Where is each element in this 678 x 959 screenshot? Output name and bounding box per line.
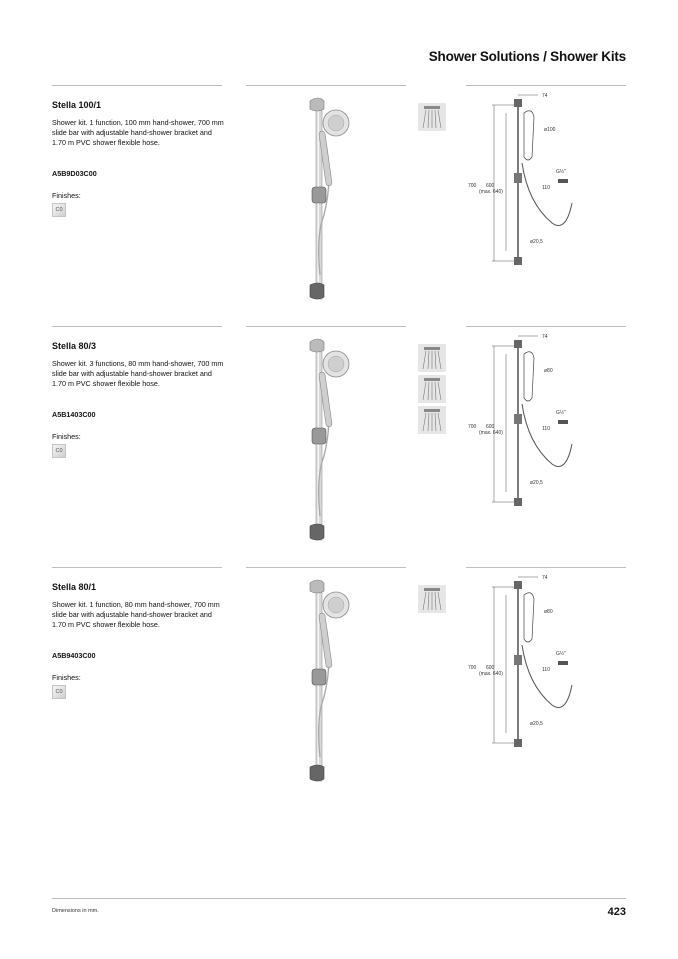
divider [246,85,406,86]
dim-offset: 110 [542,426,550,432]
footer-divider [52,898,626,899]
spray-pattern-icon [418,585,446,613]
dim-bar: 600 [486,665,495,671]
dim-base: ø20,5 [530,721,543,727]
spray-pattern-icon [418,344,446,372]
divider [52,567,222,568]
dim-height: 700 [468,665,477,671]
product-photo [282,577,402,787]
spray-pattern-icon [418,406,446,434]
technical-drawing [462,334,592,509]
dim-bar: 600 [486,183,495,189]
page-title: Shower Solutions / Shower Kits [428,49,626,64]
footer-note: Dimensions in mm. [52,908,99,914]
product-code: A5B9D03C00 [52,169,97,178]
dim-height: 700 [468,424,477,430]
chrome-finish-swatch: C0 [52,685,66,699]
dim-offset: 110 [542,667,550,673]
divider [52,326,222,327]
finishes-label: Finishes: [52,432,81,441]
dim-height: 700 [468,183,477,189]
product-code: A5B1403C00 [52,410,96,419]
product-name: Stella 80/3 [52,341,97,351]
dim-bar-max: (max. 640) [479,189,503,195]
chrome-finish-swatch: C0 [52,203,66,217]
product-description: Shower kit. 3 functions, 80 mm hand-shower, 700 mm slide bar with adjustable hand-shower bracket and 1.70 m PVC shower flexible hose. [52,359,224,389]
divider [466,85,626,86]
page-number: 423 [607,906,626,918]
finishes-label: Finishes: [52,673,81,682]
dim-bar-max: (max. 640) [479,671,503,677]
divider [52,85,222,86]
technical-drawing [462,575,592,750]
product-description: Shower kit. 1 function, 80 mm hand-shower, 700 mm slide bar with adjustable hand-shower bracket and 1.70 m PVC shower flexible hose. [52,600,220,630]
product-code: A5B9403C00 [52,651,96,660]
dim-head: ø100 [544,127,556,133]
dim-head: ø80 [544,368,553,374]
dim-head: ø80 [544,609,553,615]
spray-pattern-icon [418,375,446,403]
dim-thread: G½" [556,410,566,416]
dim-width: 74 [542,93,548,99]
divider [246,326,406,327]
dim-width: 74 [542,334,548,340]
product-block [0,567,678,807]
divider [466,567,626,568]
product-name: Stella 100/1 [52,100,102,110]
technical-drawing [462,93,592,268]
dim-base: ø20,5 [530,239,543,245]
dim-width: 74 [542,575,548,581]
dim-thread: G½" [556,169,566,175]
spray-pattern-icon [418,103,446,131]
product-photo [282,336,402,546]
divider [246,567,406,568]
product-block [0,85,678,325]
product-block [0,326,678,566]
dim-base: ø20,5 [530,480,543,486]
dim-bar-max: (max. 640) [479,430,503,436]
finishes-label: Finishes: [52,191,81,200]
divider [466,326,626,327]
product-name: Stella 80/1 [52,582,97,592]
product-photo [282,95,402,305]
dim-offset: 110 [542,185,550,191]
dim-thread: G½" [556,651,566,657]
product-description: Shower kit. 1 function, 100 mm hand-shower, 700 mm slide bar with adjustable hand-shower bracket and 1.70 m PVC shower flexible hose. [52,118,224,148]
chrome-finish-swatch: C0 [52,444,66,458]
dim-bar: 600 [486,424,495,430]
